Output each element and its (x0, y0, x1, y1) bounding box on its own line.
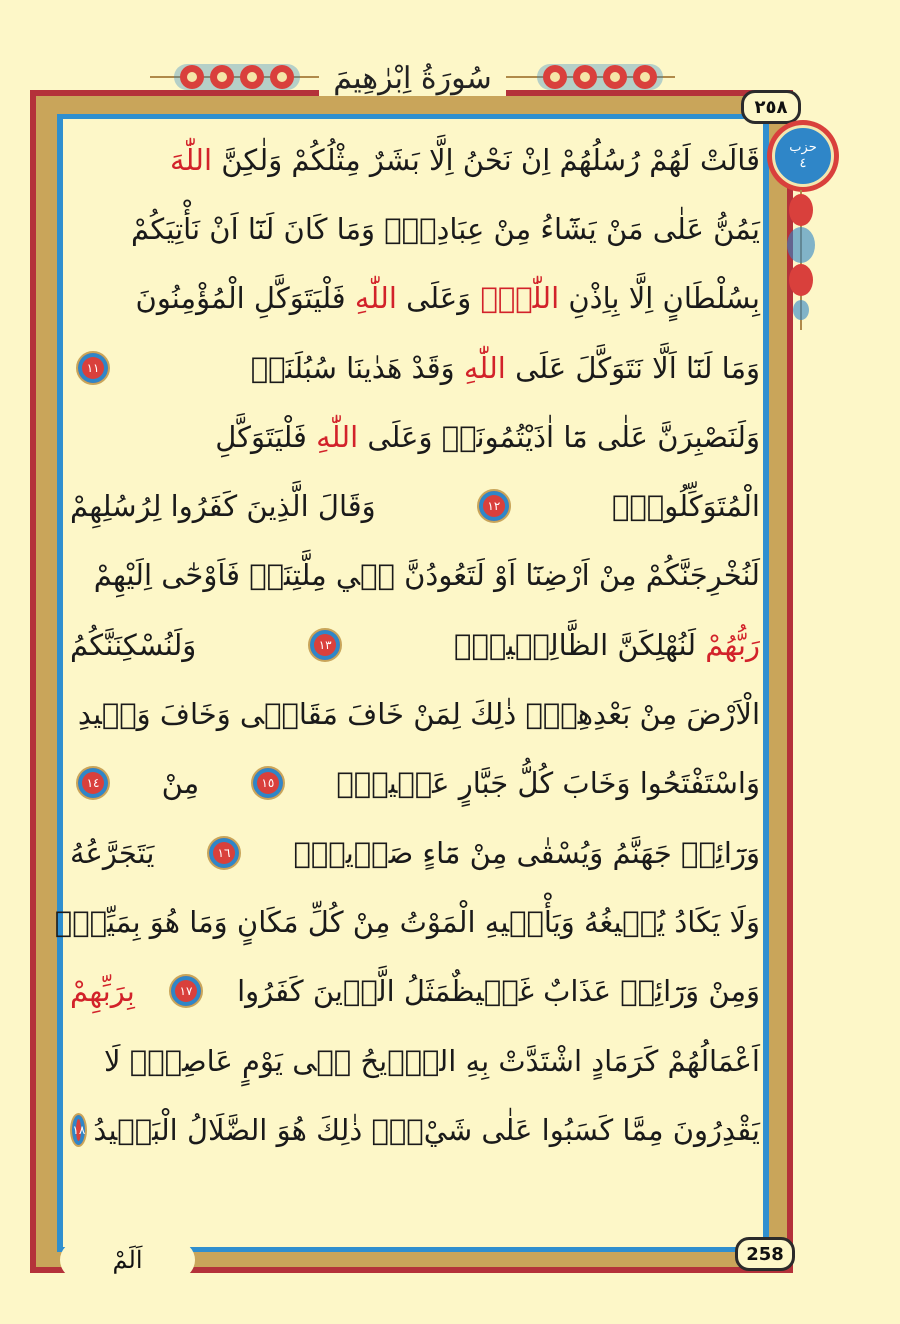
ayah-marker-icon: ١٦ (207, 836, 241, 870)
verse-text (454, 628, 760, 662)
verse-segment: لَنُخْرِجَنَّكُمْ مِنْ اَرْضِنَٓا اَوْ لَتَعُودُنَّ فٖي مِلَّتِنَاۜ فَاَوْحٰٓى اِلَيْهِمْ (93, 558, 760, 593)
verse-segment: وَلَنُسْكِنَنَّكُمُ (70, 627, 197, 662)
hizb-number: ٤ (799, 156, 807, 171)
ayah-marker-icon: ١٥ (251, 766, 285, 800)
verse-segment: قَالَتْ لَهُمْ رُسُلُهُمْ اِنْ نَحْنُ اِلَّا بَشَرٌ مِثْلُكُمْ وَلٰكِنَّ (212, 142, 760, 177)
verse-text (170, 143, 760, 177)
verse-segment: يَقْدِرُونَ مِمَّا كَسَبُوا عَلٰى شَيْءٍۜ ذٰلِكَ هُوَ الضَّلَالُ الْبَعٖيدُ (93, 1112, 760, 1147)
verse-text (94, 558, 760, 592)
verse-segment: وَمَا لَنَٓا اَلَّا نَتَوَكَّلَ عَلَى (505, 350, 760, 385)
verse-text (294, 836, 761, 870)
ayah-marker-icon: ١١ (76, 351, 110, 385)
verse-lines (54, 125, 760, 1235)
verse-segment: وَعَلَى (396, 281, 481, 316)
verse-segment: وَلَا يَكَادُ يُسٖيغُهُ وَيَأْتٖيهِ الْمَوْتُ مِنْ كُلِّ مَكَانٍ وَمَا هُوَ بِمَيِّتٍۜ (54, 904, 760, 939)
divine-name-text: اللّٰهِ (354, 281, 397, 316)
verse-text (136, 281, 760, 315)
surah-title: سُورَةُ اِبْرٰهِيمَ (319, 61, 505, 96)
verse-line (70, 1026, 760, 1095)
divine-name-text: اللّٰهِۜ (480, 281, 560, 316)
divine-name-text: بِرَبِّهِمْ (70, 974, 135, 1009)
verse-line (70, 1095, 760, 1164)
ayah-marker-icon: ١٨ (70, 1113, 87, 1147)
verse-text (93, 1113, 760, 1147)
verse-text (70, 836, 154, 870)
verse-segment: الْاَرْضَ مِنْ بَعْدِهِمْۜ ذٰلِكَ لِمَنْ خَافَ مَقَامٖى وَخَافَ وَعٖيدِ (77, 697, 760, 732)
catchword: اَلَمْ (60, 1241, 195, 1279)
verse-text (131, 212, 760, 246)
verse-line (54, 887, 760, 956)
divine-name-text: اللّٰهِ (316, 419, 359, 454)
verse-line (70, 541, 760, 610)
verse-line (70, 957, 760, 1026)
verse-text (104, 1044, 760, 1078)
verse-segment: فَلْيَتَوَكَّلِ الْمُؤْمِنُونَ (135, 281, 355, 316)
verse-line (70, 194, 760, 263)
verse-line (70, 471, 760, 540)
side-ornament-icon (783, 190, 819, 330)
verse-segment: مَثَلُ الَّذٖينَ كَفَرُوا (237, 974, 452, 1009)
verse-segment: وَاسْتَفْتَحُوا وَخَابَ كُلُّ جَبَّارٍ عَنٖيدٍۙ (336, 766, 760, 801)
verse-segment: وَرَٓائِهٖ جَهَنَّمُ وَيُسْقٰى مِنْ مَٓاءٍ صَدٖيدٍۙ (293, 835, 760, 870)
verse-text (215, 420, 760, 454)
verse-text (251, 351, 760, 385)
verse-line (70, 610, 760, 679)
verse-segment: يَمُنُّ عَلٰى مَنْ يَشَٓاءُ مِنْ عِبَادِهٖۜ وَمَا كَانَ لَنَٓا اَنْ نَأْتِيَكُمْ (131, 211, 760, 246)
hizb-label: حزب (789, 140, 817, 155)
ayah-marker-icon: ١٢ (477, 489, 511, 523)
verse-text (55, 905, 760, 939)
verse-line (70, 679, 760, 748)
verse-line (70, 333, 760, 402)
verse-segment: مِنْ (161, 766, 200, 801)
divine-name-text: اللّٰهَ (170, 142, 213, 177)
verse-segment: اَعْمَالُهُمْ كَرَمَادٍ اشْتَدَّتْ بِهِ الرّٖيحُ فٖى يَوْمٍ عَاصِفٍۜ لَا (104, 1043, 760, 1078)
verse-line (70, 402, 760, 471)
verse-segment: وَمِنْ وَرَٓائِهٖ عَذَابٌ غَلٖيظٌ (451, 974, 760, 1009)
verse-text (70, 489, 376, 523)
verse-segment: يَتَجَرَّعُهُ (70, 835, 155, 870)
verse-text (70, 974, 135, 1008)
verse-text (237, 974, 760, 1008)
verse-segment: لَنُهْلِكَنَّ الظَّالِمٖينَۙ (454, 627, 706, 662)
page-number-top: ٢٥٨ (741, 90, 801, 124)
verse-segment: وَلَنَصْبِرَنَّ عَلٰى مَٓا اٰذَيْتُمُونَاۜ وَعَلَى (358, 419, 760, 454)
verse-line (70, 818, 760, 887)
verse-text (70, 628, 196, 662)
page-number-bottom: 258 (735, 1237, 795, 1271)
verse-line (70, 264, 760, 333)
verse-segment: الْمُتَوَكِّلُونَ۟ (612, 489, 760, 524)
verse-segment: فَلْيَتَوَكَّلِ (215, 419, 317, 454)
verse-text (612, 489, 760, 523)
verse-text (336, 766, 760, 800)
ayah-marker-icon: ١٣ (308, 628, 342, 662)
verse-text (162, 766, 200, 800)
divine-name-text: اللّٰهِ (463, 350, 506, 385)
verse-line (70, 125, 760, 194)
verse-segment: وَقَدْ هَدٰينَا سُبُلَنَاۜ (250, 350, 464, 385)
verse-text (78, 697, 760, 731)
hizb-inner (772, 125, 834, 187)
ayah-marker-icon: ١٧ (169, 974, 203, 1008)
ayah-marker-icon: ١٤ (76, 766, 110, 800)
divine-name-text: رَبُّهُمْ (705, 627, 760, 662)
hizb-medallion (767, 120, 839, 192)
verse-segment: بِسُلْطَانٍ اِلَّا بِاِذْنِ (559, 281, 760, 316)
verse-line (70, 749, 760, 818)
verse-segment: وَقَالَ الَّذِينَ كَفَرُوا لِرُسُلِهِمْ (70, 489, 376, 524)
